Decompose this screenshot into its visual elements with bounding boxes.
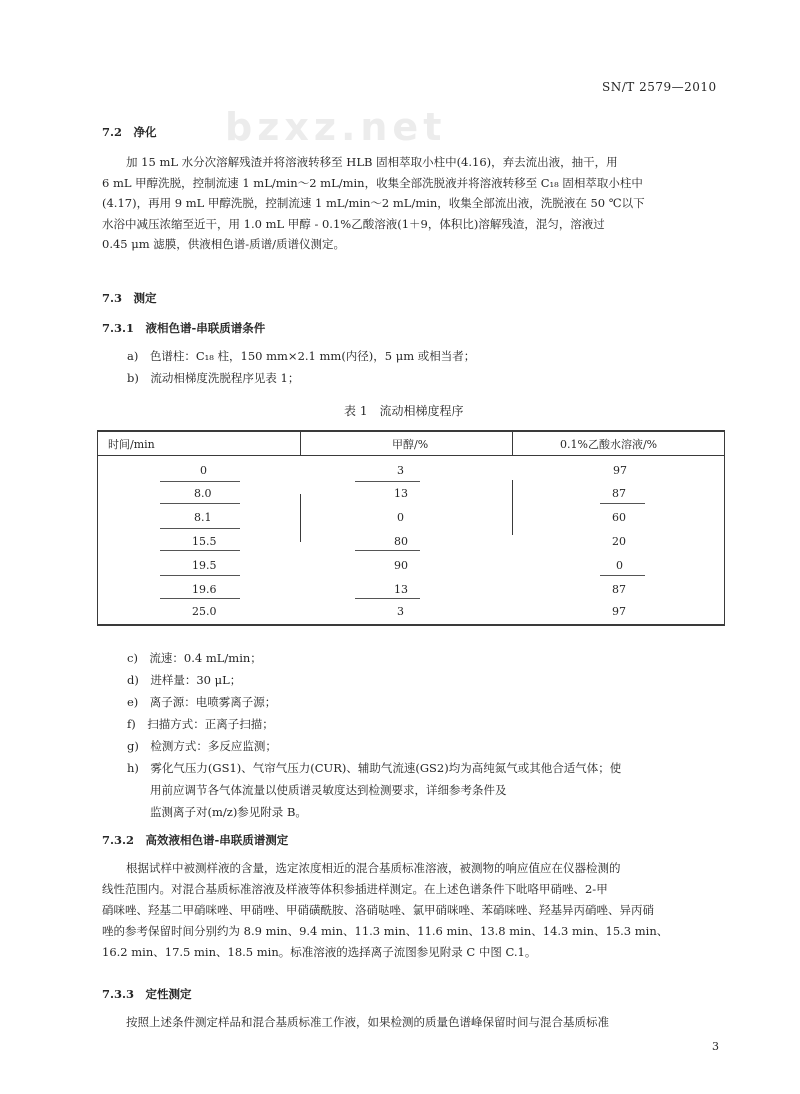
table-scan-line [160, 550, 240, 551]
list-item-b: b) 流动相梯度洗脱程序见表 1； [127, 371, 300, 385]
table-cell-time: 15.5 [192, 535, 217, 548]
paragraph-line: 16.2 min、17.5 min、18.5 min。标准溶液的选择离子流图参见附录 C 中图 C.1。 [102, 945, 537, 959]
table-caption: 表 1 流动相梯度程序 [344, 404, 464, 418]
section-heading-7-2: 7.2 净化 [102, 125, 157, 139]
paragraph-7-2 [102, 152, 727, 255]
table-cell-methanol: 13 [394, 583, 408, 596]
section-heading-7-3-1: 7.3.1 液相色谱-串联质谱条件 [102, 321, 266, 335]
section-heading-7-3: 7.3 测定 [102, 291, 157, 305]
table-cell-acetic-acid: 97 [612, 605, 626, 618]
section-heading-7-3-3: 7.3.3 定性测定 [102, 987, 192, 1001]
paragraph-line: 唑的参考保留时间分别约为 8.9 min、9.4 min、11.3 min、11.6 min、13.8 min、14.3 min、15.3 min、 [102, 924, 669, 938]
paragraph-7-3-2 [102, 858, 727, 963]
list-item-h: h) 雾化气压力(GS1)、气帘气压力(CUR)、辅助气流速(GS2)均为高纯氮气或其他合适气体；使 [127, 761, 622, 775]
table-cell-methanol: 90 [394, 559, 408, 572]
paragraph-line: 硝咪唑、羟基二甲硝咪唑、甲硝唑、甲硝磺酰胺、洛硝哒唑、氯甲硝咪唑、苯硝咪唑、羟基异丙硝唑、异丙硝 [102, 903, 654, 917]
paragraph-line: 6 mL 甲醇洗脱，控制流速 1 mL/min～2 mL/min，收集全部洗脱液并将溶液转移至 C₁₈ 固相萃取小柱中 [102, 175, 643, 190]
watermark: bzxz.net [225, 105, 447, 149]
table-header-acetic-acid: 0.1%乙酸水溶液/% [560, 438, 658, 451]
table-cell-acetic-acid: 20 [612, 535, 626, 548]
column-divider [512, 431, 513, 455]
table-left-border [97, 430, 98, 625]
list-item-a: a) 色谱柱：C₁₈ 柱，150 mm×2.1 mm(内径)，5 μm 或相当者； [127, 349, 476, 363]
table-cell-time: 8.1 [194, 511, 212, 524]
table-header-rule [97, 455, 725, 456]
table-scan-line [160, 481, 240, 482]
table-cell-methanol: 0 [397, 511, 404, 524]
table-scan-line [355, 598, 420, 599]
table-cell-time: 0 [200, 464, 207, 477]
column-divider [512, 480, 513, 535]
table-right-border [724, 430, 725, 625]
table-scan-line [355, 481, 420, 482]
table-scan-line [355, 550, 420, 551]
table-scan-line [600, 503, 645, 504]
table-scan-line [160, 503, 240, 504]
table-cell-time: 25.0 [192, 605, 217, 618]
column-divider [300, 494, 301, 542]
table-bottom-rule [97, 624, 725, 626]
table-header-time: 时间/min [108, 438, 155, 451]
table-cell-acetic-acid: 87 [612, 487, 626, 500]
list-item-h-continued: 监测离子对(m/z)参见附录 B。 [150, 805, 307, 819]
section-heading-7-3-2: 7.3.2 高效液相色谱-串联质谱测定 [102, 833, 289, 847]
list-item-f: f) 扫描方式：正离子扫描； [127, 717, 274, 731]
list-item-h-continued: 用前应调节各气体流量以使质谱灵敏度达到检测要求，详细参考条件及 [150, 783, 507, 797]
paragraph-line: 线性范围内。对混合基质标准溶液及样液等体积参插进样测定。在上述色谱条件下吡咯甲硝唑、2-甲 [102, 882, 608, 896]
list-item-d: d) 进样量：30 μL； [127, 673, 242, 687]
list-item-e: e) 离子源：电喷雾离子源； [127, 695, 277, 709]
table-scan-line [160, 598, 240, 599]
page-number: 3 [712, 1040, 719, 1053]
table-cell-acetic-acid: 97 [613, 464, 627, 477]
column-divider [300, 431, 301, 455]
table-cell-acetic-acid: 60 [612, 511, 626, 524]
table-cell-acetic-acid: 87 [612, 583, 626, 596]
table-top-rule [97, 430, 725, 432]
paragraph-line: 水浴中减压浓缩至近干，用 1.0 mL 甲醇 - 0.1%乙酸溶液(1＋9，体积比)溶解残渣，混匀，溶液过 [102, 216, 605, 231]
paragraph-line: 根据试样中被测样液的含量，选定浓度相近的混合基质标准溶液，被测物的响应值应在仪器检测的 [126, 861, 621, 875]
table-cell-time: 8.0 [194, 487, 212, 500]
list-item-c: c) 流速：0.4 mL/min； [127, 651, 262, 665]
paragraph-7-3-3: 按照上述条件测定样品和混合基质标准工作液，如果检测的质量色谱峰保留时间与混合基质标准 [126, 1015, 609, 1029]
table-cell-time: 19.5 [192, 559, 217, 572]
table-scan-line [160, 528, 240, 529]
table-cell-methanol: 3 [397, 464, 404, 477]
paragraph-line: (4.17)，再用 9 mL 甲醇洗脱，控制流速 1 mL/min～2 mL/min，收集全部流出液，洗脱液在 50 ℃以下 [102, 196, 645, 210]
table-cell-methanol: 3 [397, 605, 404, 618]
table-header-methanol: 甲醇/% [392, 438, 429, 451]
table-cell-methanol: 80 [394, 535, 408, 548]
table-scan-line [600, 575, 645, 576]
table-cell-methanol: 13 [394, 487, 408, 500]
table-cell-time: 19.6 [192, 583, 217, 596]
document-code: SN/T 2579—2010 [602, 80, 717, 94]
table-scan-line [160, 575, 240, 576]
table-cell-acetic-acid: 0 [616, 559, 623, 572]
paragraph-line: 加 15 mL 水分次溶解残渣并将溶液转移至 HLB 固相萃取小柱中(4.16)，弃去流出液，抽干，用 [126, 155, 618, 169]
list-item-g: g) 检测方式：多反应监测； [127, 739, 277, 753]
paragraph-line: 0.45 μm 滤膜，供液相色谱-质谱/质谱仪测定。 [102, 237, 346, 251]
